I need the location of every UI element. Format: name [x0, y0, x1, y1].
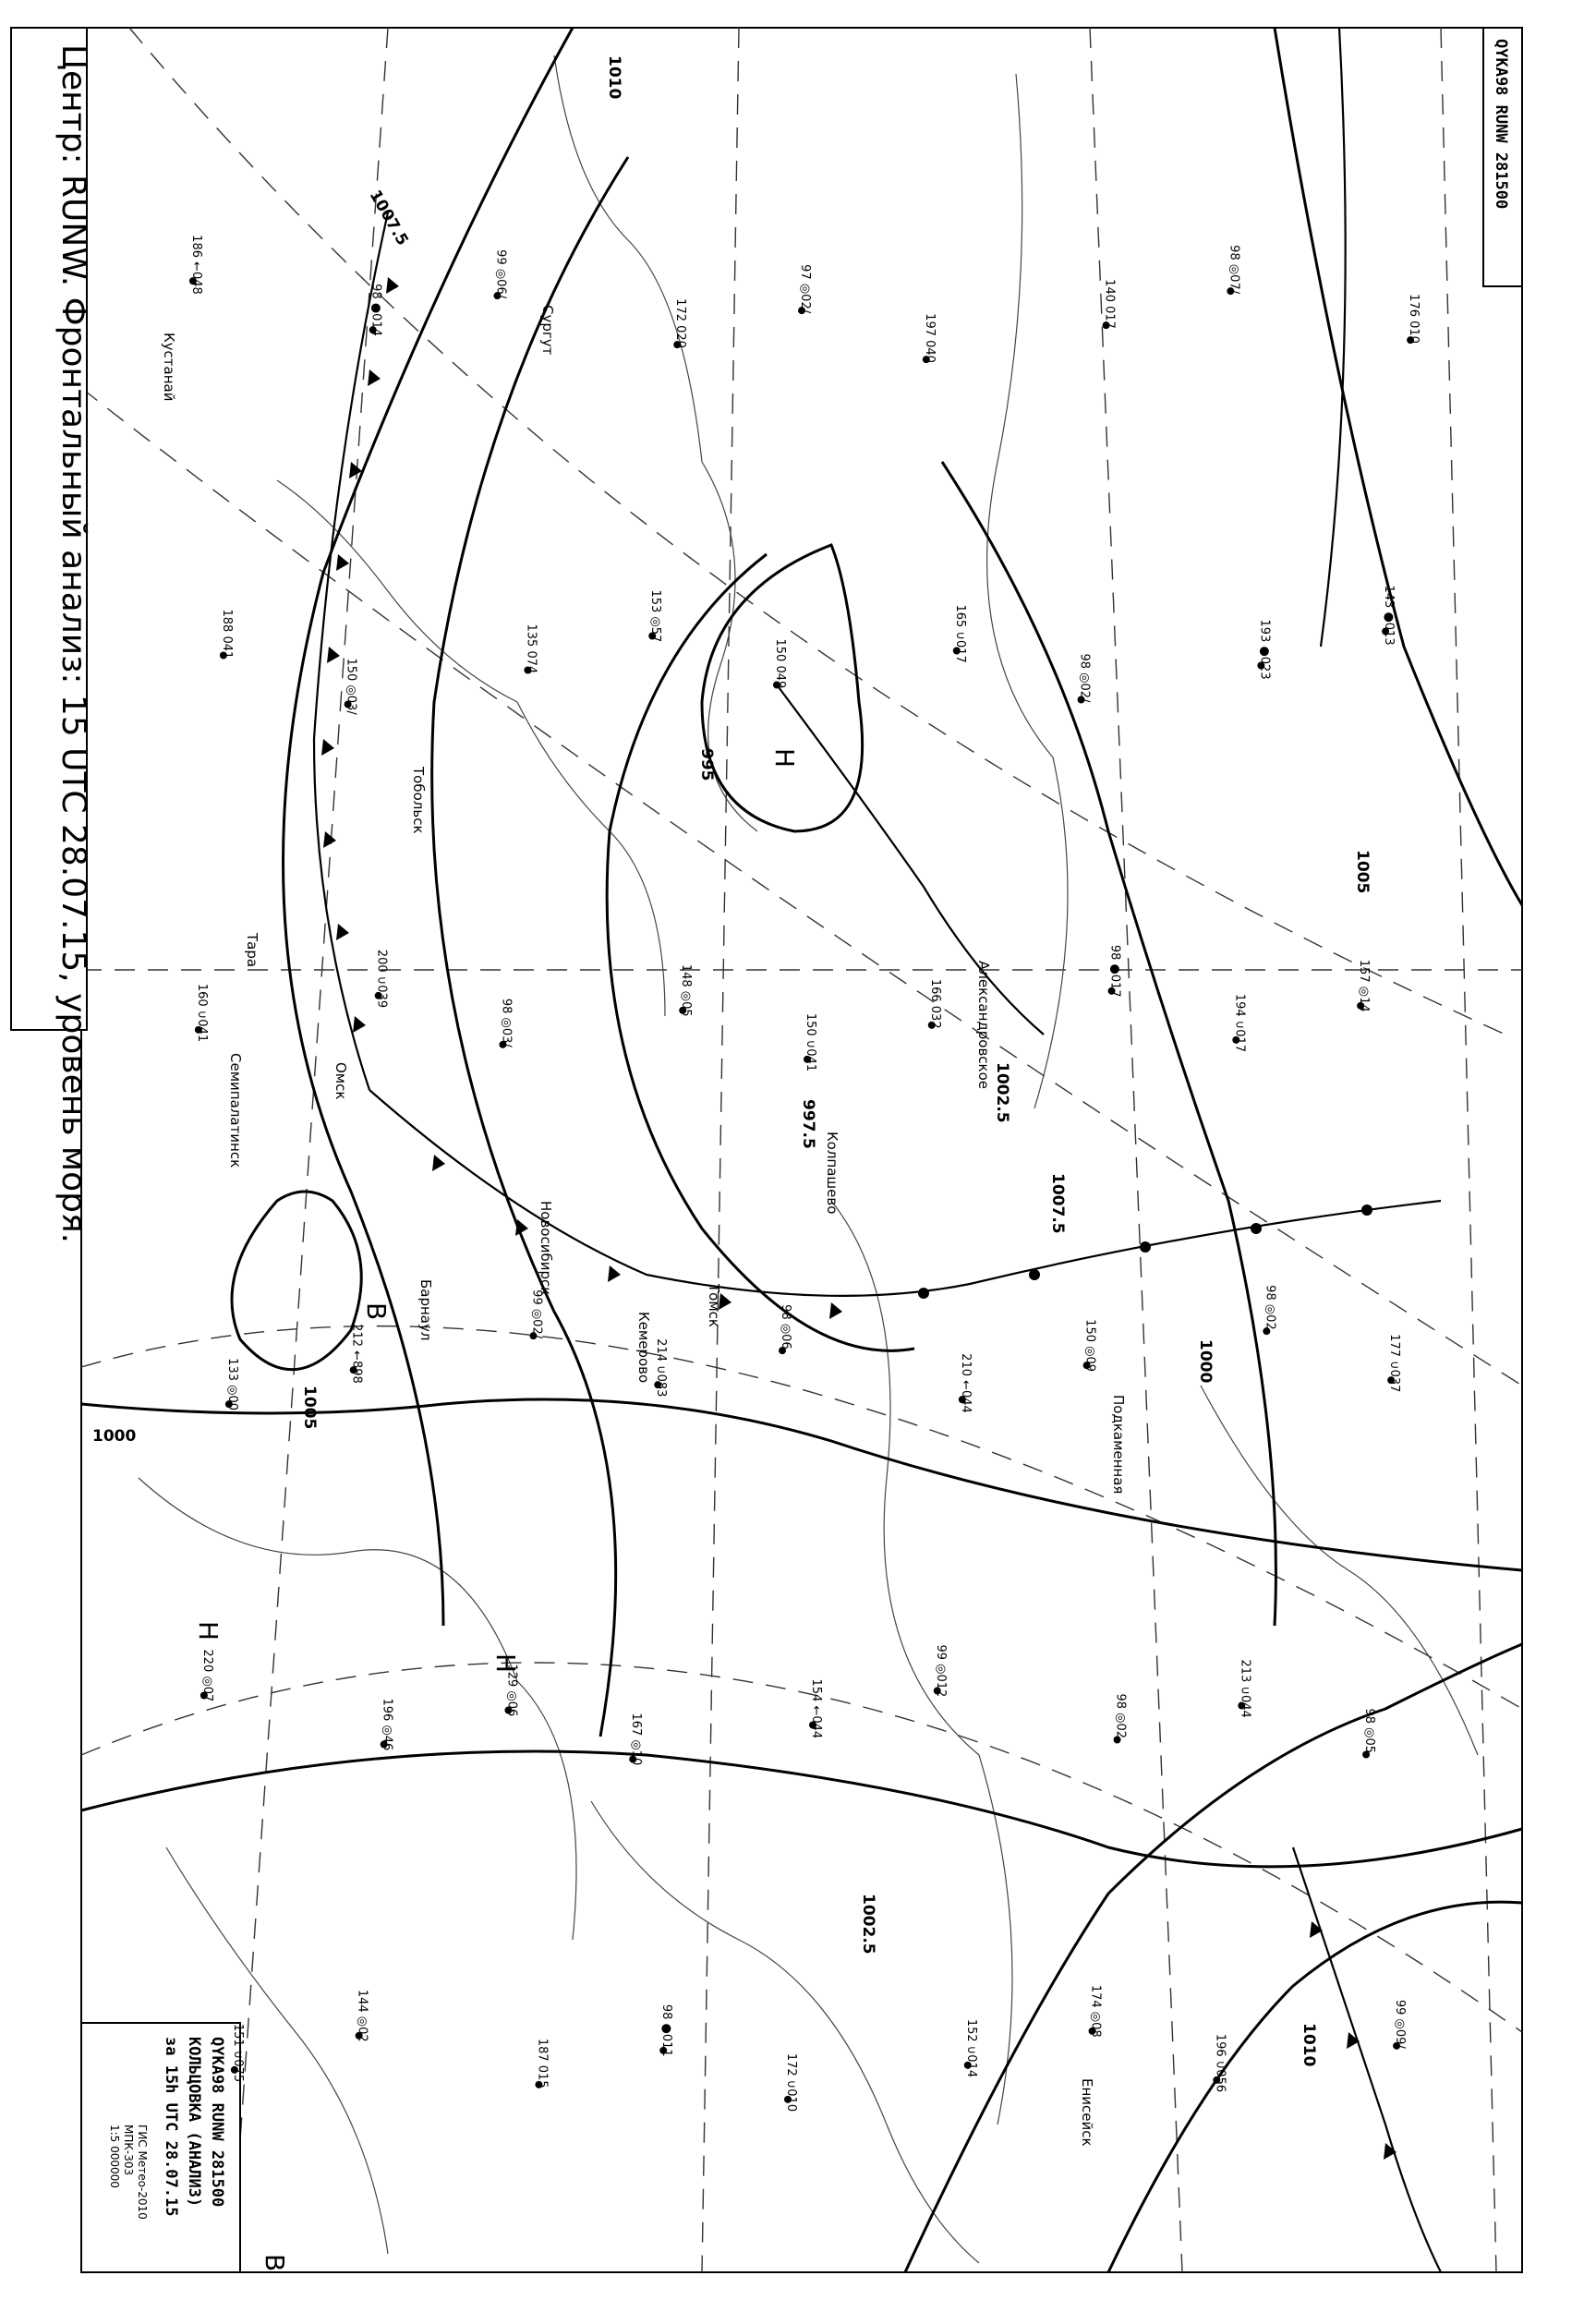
station-plot: 212 ←898 — [349, 1324, 364, 1384]
station-plot: 200 ∪039 — [374, 949, 389, 1009]
place-label: Барнаул — [417, 1279, 434, 1341]
station-plot: 98 ◎02 — [1263, 1285, 1277, 1330]
stamp-line2: КОЛЬЦОВКА (АНАЛИЗ) — [185, 2037, 203, 2208]
station-plot: 99 ◎02/ — [529, 1289, 544, 1339]
station-plot: 152 ∪014 — [963, 2018, 978, 2078]
station-plot: 151 ∪075 — [230, 2023, 245, 2083]
isobar-label: 1002.5 — [859, 1894, 877, 1955]
place-label: Семипалатинск — [227, 1053, 244, 1168]
map-title: Центр: RUNW. Фронтальный анализ: 15 UTC 28.07.15, уровень моря. — [54, 44, 92, 1244]
place-label: Тобольск — [410, 767, 427, 834]
station-plot: 220 ◎07 — [200, 1649, 214, 1702]
isobar-label: 1007.5 — [365, 187, 412, 249]
isobar-label: 997.5 — [799, 1099, 817, 1149]
place-label: Новосибирск — [538, 1201, 554, 1296]
station-plot: 210 ←044 — [958, 1353, 973, 1413]
place-label: Кемерово — [635, 1312, 652, 1384]
station-plot: 154 ←044 — [809, 1678, 823, 1739]
isobar-label: 995 — [697, 748, 716, 781]
station-plot: 135 074 — [524, 623, 538, 674]
station-plot: 150 049 — [773, 638, 787, 689]
station-plot: 98 ●011 — [659, 2003, 674, 2057]
high-center: В — [361, 1302, 392, 1321]
station-plot: 165 ∪017 — [952, 604, 967, 663]
station-plot: 98 ●017 — [1107, 944, 1122, 998]
isobar-label: 1005 — [300, 1386, 319, 1430]
station-plot: 143 ●013 — [1382, 585, 1396, 646]
header-code: QYKA98 RUNW 281500 — [1492, 39, 1510, 210]
station-plot: 98 ◎02 — [1113, 1693, 1128, 1739]
station-plot: 98 ◎05 — [1362, 1708, 1377, 1754]
station-plot: 148 ◎05 — [679, 963, 694, 1017]
isobar-label: 1010 — [1300, 2023, 1318, 2067]
isobar-label: 1000 — [92, 1427, 137, 1446]
station-plot: 196 ◎46 — [380, 1698, 394, 1751]
isobar-label: 1007.5 — [1048, 1173, 1067, 1234]
low-center: Н — [193, 1621, 224, 1641]
station-plot: 214 ∪083 — [654, 1338, 669, 1398]
place-label: Колпашево — [824, 1132, 840, 1215]
low-center: Н — [769, 748, 800, 769]
place-label: Кустанай — [161, 333, 177, 402]
place-label: Тара — [244, 933, 260, 968]
place-label: Енисейск — [1079, 2078, 1095, 2147]
station-plot: 98 ◎03/ — [499, 998, 514, 1047]
station-plot: 97 ◎02/ — [798, 264, 812, 314]
place-label: Сургут — [539, 305, 556, 356]
high-center: В — [260, 2254, 290, 2272]
isobar-label: 1010 — [605, 55, 623, 100]
station-plot: 129 ◎06 — [504, 1664, 519, 1717]
station-plot: 176 010 — [1407, 294, 1421, 344]
station-plot: 166 032 — [927, 978, 942, 1029]
station-plot: 186 ←048 — [188, 235, 203, 295]
header-code-box — [1483, 28, 1522, 286]
station-plot: 172 020 — [673, 298, 688, 348]
place-label: Подкаменная — [1110, 1395, 1127, 1495]
isobar-label: 1002.5 — [993, 1062, 1011, 1123]
station-plot: 172 ∪010 — [784, 2052, 798, 2112]
station-plot: 193 ●023 — [1257, 619, 1272, 680]
station-plot: 187 015 — [535, 2038, 550, 2088]
station-plot: 99 ◎09/ — [1393, 1999, 1408, 2049]
station-plot: 160 ∪041 — [194, 983, 209, 1043]
station-plot: 150 ◎09 — [1082, 1319, 1097, 1373]
stamp-footer3: 1:5 000000 — [108, 2124, 121, 2188]
station-plot: 98 ◎02/ — [1077, 653, 1092, 703]
station-plot: 197 040 — [922, 313, 937, 363]
station-plot: 99 ◎012 — [933, 1644, 948, 1698]
station-plot: 150 ∪041 — [804, 1012, 817, 1072]
station-plot: 194 ∪017 — [1232, 993, 1247, 1053]
station-plot: 167 ◎10 — [629, 1713, 644, 1766]
stamp-line1: QYKA98 RUNW 281500 — [208, 2037, 226, 2208]
station-plot: 150 ◎03/ — [344, 658, 358, 715]
station-plot: 140 017 — [1102, 279, 1117, 329]
place-label: Александровское — [975, 961, 992, 1090]
station-plot: 153 ◎57 — [648, 589, 663, 643]
station-plot: 98 ●014 — [369, 284, 383, 337]
isobar-label: 1000 — [1196, 1339, 1215, 1384]
station-plot: 99 ◎06/ — [493, 249, 508, 299]
stamp-line3: за 15h UTC 28.07.15 — [162, 2037, 180, 2217]
isobar-label: 1005 — [1353, 850, 1372, 894]
station-plot: 174 ◎08 — [1088, 1984, 1103, 2038]
place-label: Томск — [706, 1284, 722, 1327]
station-plot: 98 ◎06 — [779, 1304, 792, 1350]
station-plot: 196 ∪056 — [1213, 2033, 1227, 2093]
low-center: Н — [490, 1653, 521, 1674]
station-plot: 213 ∪044 — [1238, 1659, 1252, 1718]
station-plot: 144 ◎02 — [355, 1989, 369, 2042]
station-plot: 133 ◎00 — [224, 1358, 239, 1411]
stamp-footer2: МПК-303 — [122, 2124, 135, 2176]
stamp-block — [81, 2023, 240, 2272]
place-label: Омск — [332, 1062, 349, 1100]
station-plot: 177 ∪037 — [1387, 1334, 1402, 1393]
station-plot: 188 041 — [219, 609, 234, 660]
station-plot: 157 ◎14 — [1357, 959, 1372, 1012]
stamp-footer1: ГИС Метео-2010 — [136, 2124, 149, 2220]
station-plot: 98 ◎07/ — [1227, 245, 1241, 295]
